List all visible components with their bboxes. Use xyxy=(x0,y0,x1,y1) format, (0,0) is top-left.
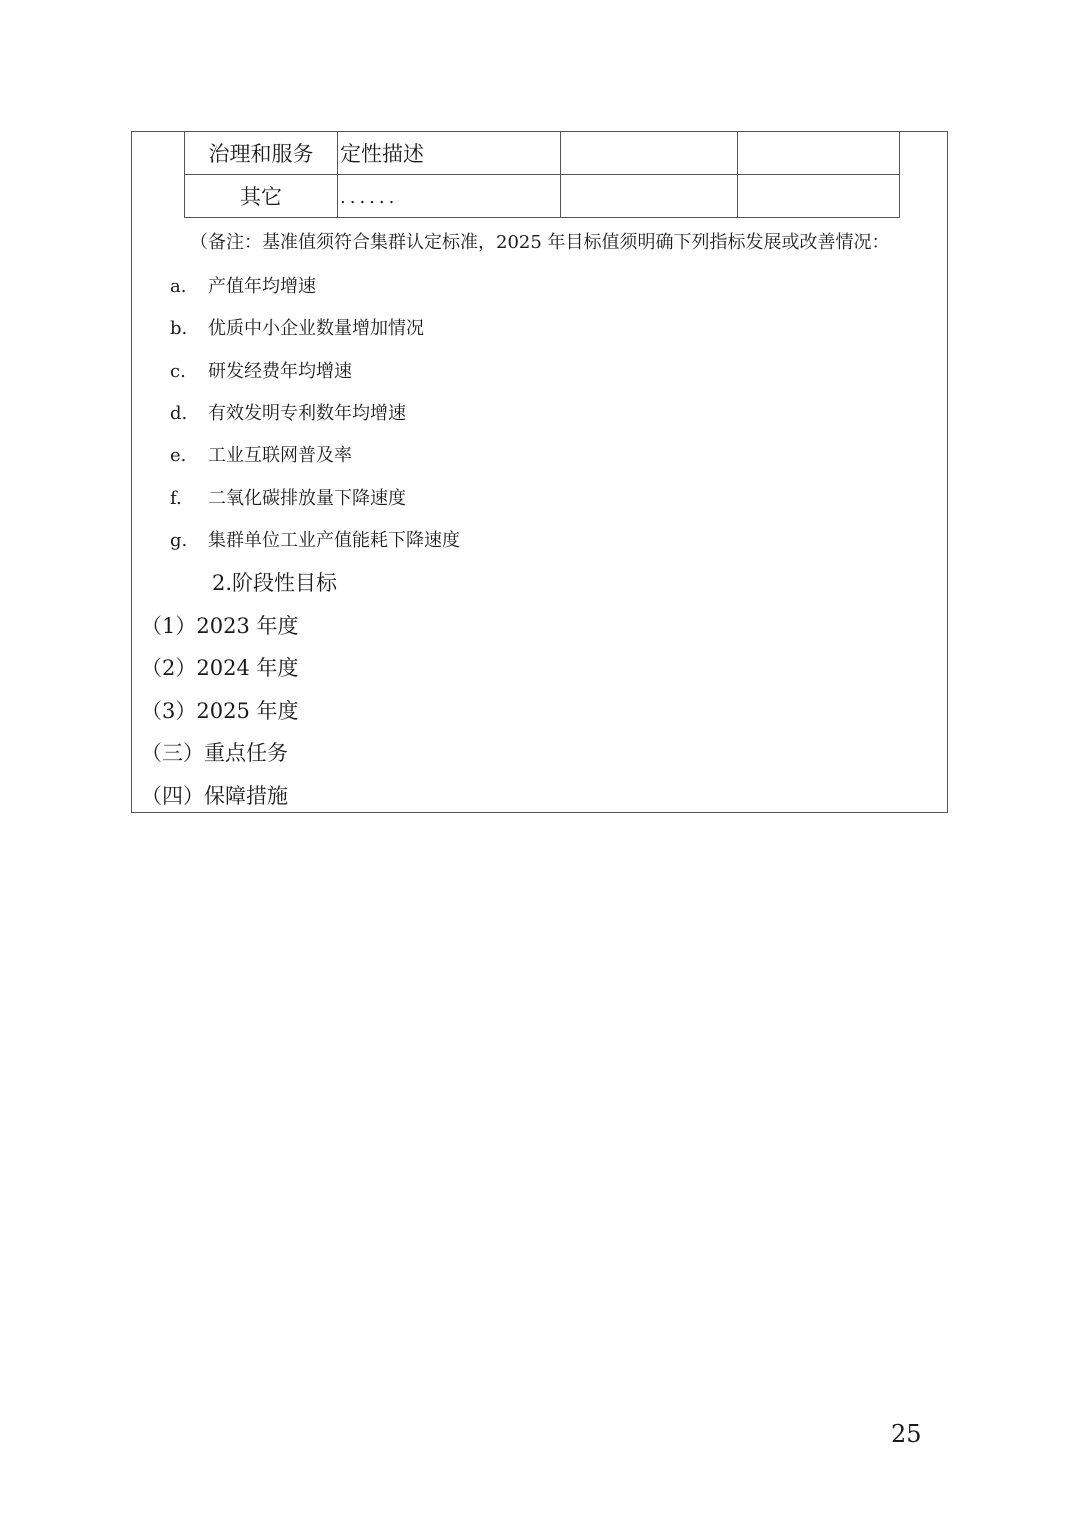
list-item-text: 集群单位工业产值能耗下降速度 xyxy=(208,530,460,551)
list-item xyxy=(170,526,460,552)
row-label-other: 其它 xyxy=(185,175,338,218)
row-value-other xyxy=(338,175,561,218)
row-cell-empty xyxy=(738,175,900,218)
table-row xyxy=(185,175,900,218)
row-cell-empty xyxy=(738,132,900,175)
list-item-text: 研发经费年均增速 xyxy=(208,361,352,382)
section-heading-key-tasks: （三）重点任务 xyxy=(141,741,288,765)
list-item-letter: a. xyxy=(170,276,187,297)
table-note: （备注：基准值须符合集群认定标准，2025 年目标值须明确下列指标发展或改善情况： xyxy=(190,232,890,253)
indicator-table xyxy=(184,131,900,218)
list-item-text: 产值年均增速 xyxy=(208,276,316,297)
year-item: （2）2024 年度 xyxy=(141,656,299,680)
list-item xyxy=(170,272,316,298)
list-item-text: 优质中小企业数量增加情况 xyxy=(208,318,424,339)
list-item-letter: c. xyxy=(170,361,186,382)
list-item-letter: b. xyxy=(170,318,188,339)
list-item-letter: e. xyxy=(170,445,187,466)
year-item: （1）2023 年度 xyxy=(141,614,299,638)
list-item-text: 二氧化碳排放量下降速度 xyxy=(208,488,406,509)
stage-goals-heading: 2.阶段性目标 xyxy=(212,571,338,595)
list-item-text: 有效发明专利数年均增速 xyxy=(208,403,406,424)
list-item-letter: d. xyxy=(170,403,188,424)
table-row xyxy=(185,132,900,175)
row-cell-empty xyxy=(561,132,738,175)
list-item xyxy=(170,357,352,383)
list-item xyxy=(170,441,352,467)
list-item-letter: f. xyxy=(170,488,182,509)
row-label-governance: 治理和服务 xyxy=(185,132,338,175)
list-item xyxy=(170,399,406,425)
list-item xyxy=(170,484,406,510)
row-cell-empty xyxy=(561,175,738,218)
list-item-letter: g. xyxy=(170,530,188,551)
section-heading-safeguards: （四）保障措施 xyxy=(141,784,288,808)
list-item-text: 工业互联网普及率 xyxy=(208,445,352,466)
page-number: 25 xyxy=(891,1420,922,1448)
year-item: （3）2025 年度 xyxy=(141,699,299,723)
row-value-governance: 定性描述 xyxy=(338,132,561,175)
list-item xyxy=(170,314,424,340)
ellipsis-text: ...... xyxy=(340,187,399,208)
